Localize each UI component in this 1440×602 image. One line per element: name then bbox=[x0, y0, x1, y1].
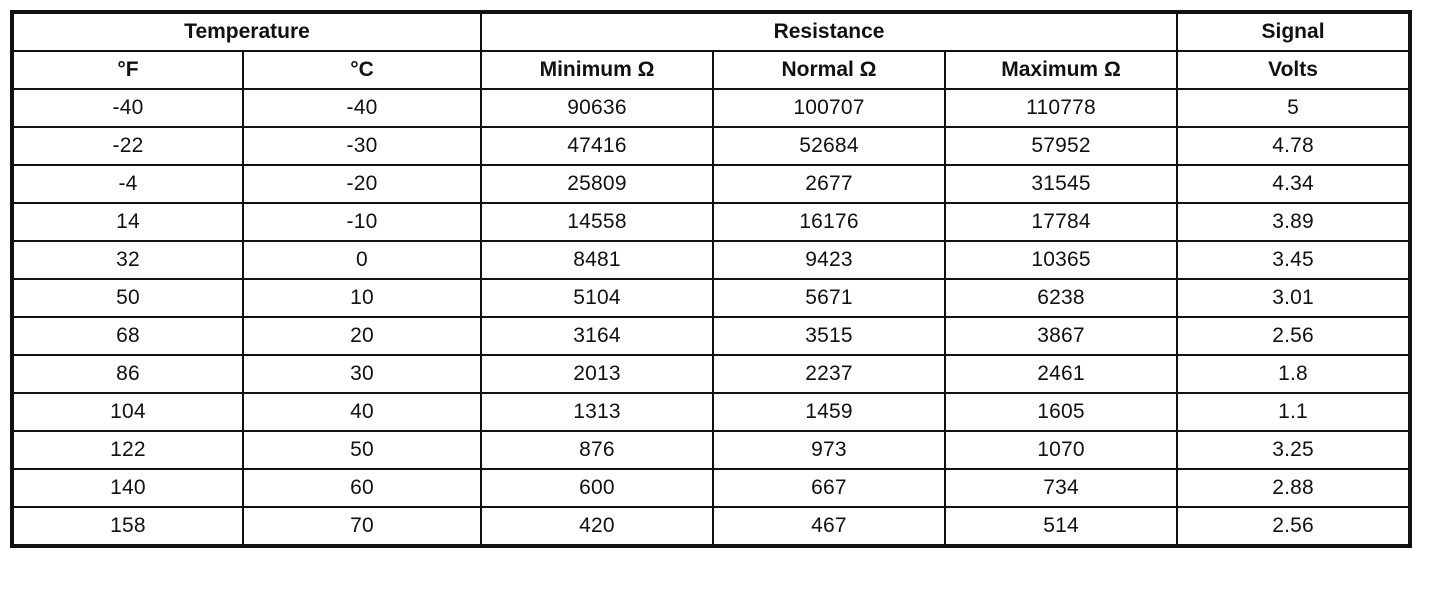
minimum-ohm-cell: 1313 bbox=[481, 393, 713, 431]
minimum-ohm-cell: 2013 bbox=[481, 355, 713, 393]
maximum-ohm-cell: 57952 bbox=[945, 127, 1177, 165]
table-row bbox=[13, 317, 1409, 355]
volts-cell: 3.89 bbox=[1177, 203, 1409, 241]
normal-ohm-cell: 5671 bbox=[713, 279, 945, 317]
normal-ohm-cell: 9423 bbox=[713, 241, 945, 279]
fahrenheit-cell: 158 bbox=[13, 507, 243, 545]
minimum-ohm-cell: 90636 bbox=[481, 89, 713, 127]
maximum-ohm-cell: 17784 bbox=[945, 203, 1177, 241]
celsius-cell: 40 bbox=[243, 393, 481, 431]
maximum-ohm-cell: 734 bbox=[945, 469, 1177, 507]
maximum-ohm-cell: 10365 bbox=[945, 241, 1177, 279]
celsius-cell: 60 bbox=[243, 469, 481, 507]
fahrenheit-cell: 14 bbox=[13, 203, 243, 241]
fahrenheit-column-header: °F bbox=[13, 51, 243, 89]
table-row bbox=[13, 507, 1409, 545]
minimum-ohm-column-header: Minimum Ω bbox=[481, 51, 713, 89]
normal-ohm-cell: 2677 bbox=[713, 165, 945, 203]
celsius-cell: -10 bbox=[243, 203, 481, 241]
maximum-ohm-cell: 6238 bbox=[945, 279, 1177, 317]
fahrenheit-cell: 122 bbox=[13, 431, 243, 469]
table-row bbox=[13, 355, 1409, 393]
minimum-ohm-cell: 600 bbox=[481, 469, 713, 507]
table-body bbox=[13, 89, 1409, 545]
table-row bbox=[13, 393, 1409, 431]
normal-ohm-cell: 1459 bbox=[713, 393, 945, 431]
maximum-ohm-cell: 110778 bbox=[945, 89, 1177, 127]
fahrenheit-cell: 104 bbox=[13, 393, 243, 431]
normal-ohm-cell: 973 bbox=[713, 431, 945, 469]
resistance-table-container bbox=[12, 12, 1408, 546]
celsius-cell: -40 bbox=[243, 89, 481, 127]
celsius-cell: 70 bbox=[243, 507, 481, 545]
volts-cell: 2.56 bbox=[1177, 317, 1409, 355]
volts-cell: 4.34 bbox=[1177, 165, 1409, 203]
volts-column-header: Volts bbox=[1177, 51, 1409, 89]
fahrenheit-cell: 32 bbox=[13, 241, 243, 279]
maximum-ohm-cell: 1070 bbox=[945, 431, 1177, 469]
resistance-group-header: Resistance bbox=[481, 13, 1177, 51]
normal-ohm-column-header: Normal Ω bbox=[713, 51, 945, 89]
group-header-row bbox=[13, 13, 1409, 51]
minimum-ohm-cell: 8481 bbox=[481, 241, 713, 279]
normal-ohm-cell: 16176 bbox=[713, 203, 945, 241]
fahrenheit-cell: 68 bbox=[13, 317, 243, 355]
minimum-ohm-cell: 25809 bbox=[481, 165, 713, 203]
column-header-row bbox=[13, 51, 1409, 89]
celsius-cell: 20 bbox=[243, 317, 481, 355]
volts-cell: 3.45 bbox=[1177, 241, 1409, 279]
temperature-resistance-table bbox=[12, 12, 1410, 546]
celsius-cell: -30 bbox=[243, 127, 481, 165]
celsius-cell: 50 bbox=[243, 431, 481, 469]
table-row bbox=[13, 127, 1409, 165]
volts-cell: 1.1 bbox=[1177, 393, 1409, 431]
fahrenheit-cell: -40 bbox=[13, 89, 243, 127]
volts-cell: 2.56 bbox=[1177, 507, 1409, 545]
minimum-ohm-cell: 14558 bbox=[481, 203, 713, 241]
volts-cell: 3.01 bbox=[1177, 279, 1409, 317]
minimum-ohm-cell: 47416 bbox=[481, 127, 713, 165]
maximum-ohm-cell: 2461 bbox=[945, 355, 1177, 393]
table-row bbox=[13, 431, 1409, 469]
fahrenheit-cell: 140 bbox=[13, 469, 243, 507]
temperature-group-header: Temperature bbox=[13, 13, 481, 51]
table-header bbox=[13, 13, 1409, 89]
normal-ohm-cell: 100707 bbox=[713, 89, 945, 127]
volts-cell: 2.88 bbox=[1177, 469, 1409, 507]
minimum-ohm-cell: 5104 bbox=[481, 279, 713, 317]
celsius-column-header: °C bbox=[243, 51, 481, 89]
fahrenheit-cell: 86 bbox=[13, 355, 243, 393]
fahrenheit-cell: 50 bbox=[13, 279, 243, 317]
volts-cell: 5 bbox=[1177, 89, 1409, 127]
normal-ohm-cell: 467 bbox=[713, 507, 945, 545]
table-row bbox=[13, 469, 1409, 507]
maximum-ohm-cell: 1605 bbox=[945, 393, 1177, 431]
minimum-ohm-cell: 3164 bbox=[481, 317, 713, 355]
maximum-ohm-cell: 514 bbox=[945, 507, 1177, 545]
celsius-cell: 30 bbox=[243, 355, 481, 393]
celsius-cell: 0 bbox=[243, 241, 481, 279]
celsius-cell: -20 bbox=[243, 165, 481, 203]
table-row bbox=[13, 203, 1409, 241]
normal-ohm-cell: 667 bbox=[713, 469, 945, 507]
signal-group-header: Signal bbox=[1177, 13, 1409, 51]
volts-cell: 1.8 bbox=[1177, 355, 1409, 393]
minimum-ohm-cell: 420 bbox=[481, 507, 713, 545]
table-row bbox=[13, 165, 1409, 203]
volts-cell: 4.78 bbox=[1177, 127, 1409, 165]
fahrenheit-cell: -22 bbox=[13, 127, 243, 165]
fahrenheit-cell: -4 bbox=[13, 165, 243, 203]
maximum-ohm-column-header: Maximum Ω bbox=[945, 51, 1177, 89]
normal-ohm-cell: 52684 bbox=[713, 127, 945, 165]
normal-ohm-cell: 3515 bbox=[713, 317, 945, 355]
celsius-cell: 10 bbox=[243, 279, 481, 317]
maximum-ohm-cell: 31545 bbox=[945, 165, 1177, 203]
table-row bbox=[13, 241, 1409, 279]
normal-ohm-cell: 2237 bbox=[713, 355, 945, 393]
minimum-ohm-cell: 876 bbox=[481, 431, 713, 469]
volts-cell: 3.25 bbox=[1177, 431, 1409, 469]
table-row bbox=[13, 279, 1409, 317]
maximum-ohm-cell: 3867 bbox=[945, 317, 1177, 355]
table-row bbox=[13, 89, 1409, 127]
